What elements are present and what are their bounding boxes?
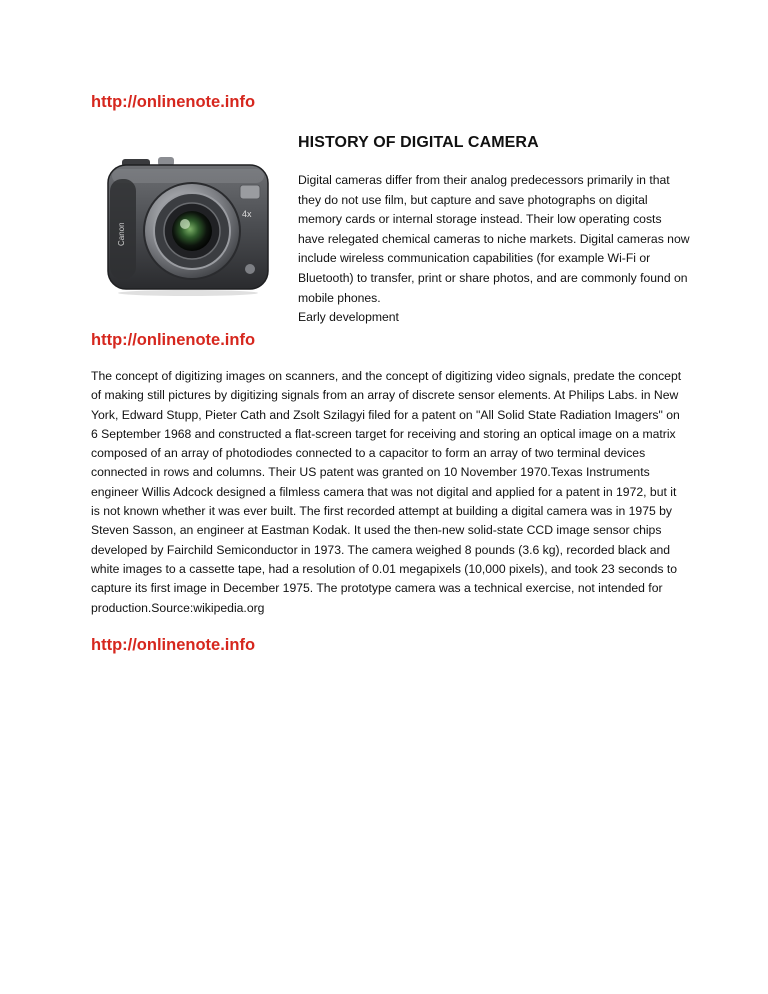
svg-text:4x: 4x bbox=[242, 209, 252, 219]
intro-subheading: Early development bbox=[298, 310, 399, 325]
svg-text:Canon: Canon bbox=[117, 222, 126, 246]
digital-camera-image bbox=[100, 151, 276, 297]
body-paragraph: The concept of digitizing images on scanners, and the concept of digitizing video signals, predate the concept of making still pictures by digitizing signals from an array of discrete sensor elements. At Philips Labs. in New York, Edward Stupp, Pieter Cath and Zsolt Szilagyi filed for a patent on "All Solid State Radiation Imagers" on 6 September 1968 and constructed a flat-screen target for receiving and storing an optical image on a matrix composed of an array of photodiodes connected to a capacitor to form an array of two terminal devices connected in rows and columns. Their US patent was granted on 10 November 1970.Texas Instruments engineer Willis Adcock designed a filmless camera that was not digital and applied for a patent in 1972, but it is not known whether it was ever built. The first recorded attempt at building a digital camera was in 1975 by Steven Sasson, an engineer at Eastman Kodak. It used the then-new solid-state CCD image sensor chips developed by Fairchild Semiconductor in 1973. The camera weighed 8 pounds (3.6 kg), recorded black and white images to a cassette tape, had a resolution of 0.01 megapixels (10,000 pixels), and took 23 seconds to capture its first image in December 1975. The prototype camera was a technical exercise, not intended for production.Source:wikipedia.org bbox=[91, 369, 682, 615]
intro-paragraph: Digital cameras differ from their analog predecessors primarily in that they do not use film, but capture and save photographs on digital memory cards or internal storage instead. Their low operating costs have relegated chemical cameras to niche markets. Digital cameras now include wireless communication capabilities (for example Wi-Fi or Bluetooth) to transfer, print or share photos, and are commonly found on mobile phones. bbox=[298, 173, 690, 305]
page-title: HISTORY OF DIGITAL CAMERA bbox=[298, 134, 539, 151]
body-section bbox=[91, 367, 683, 618]
intro-section bbox=[298, 171, 690, 328]
onlinenote-link-bottom[interactable]: http://onlinenote.info bbox=[91, 636, 256, 654]
onlinenote-link-top[interactable]: http://onlinenote.info bbox=[91, 93, 256, 111]
onlinenote-link-middle[interactable]: http://onlinenote.info bbox=[91, 331, 256, 349]
